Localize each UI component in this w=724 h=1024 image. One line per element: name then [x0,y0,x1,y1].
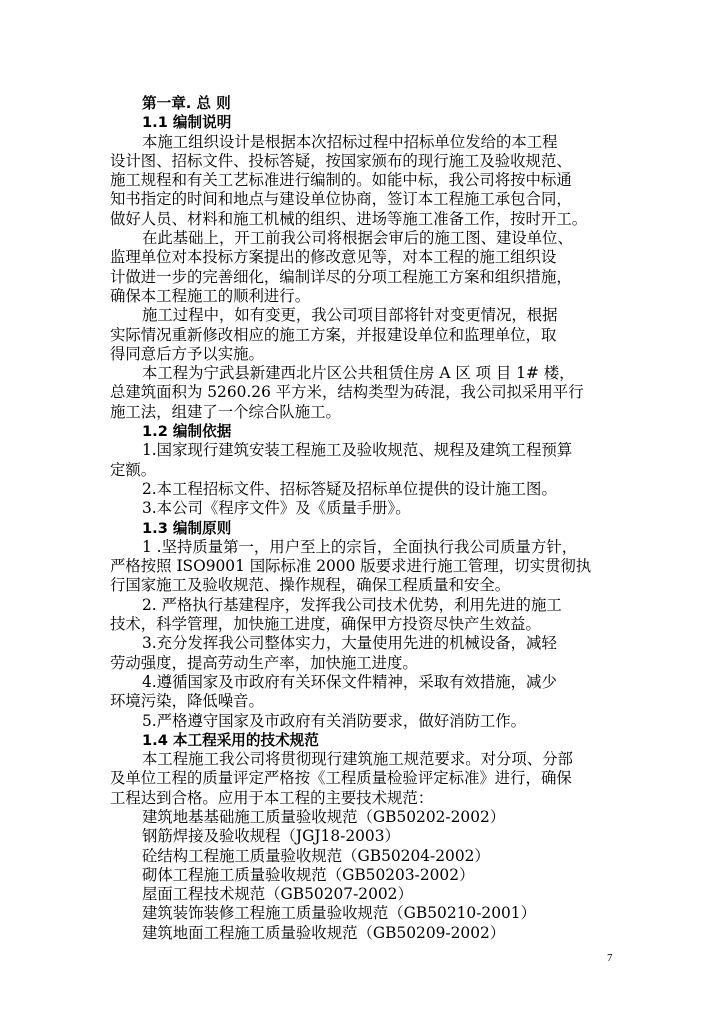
text-line: 得同意后方予以实施。 [110,344,264,363]
text-line: 实际情况重新修改相应的施工方案，并报建设单位和监理单位，取 [110,325,557,344]
text-line: 本施工组织设计是根据本次招标过程中招标单位发给的本工程 [142,132,558,151]
text-line: 监理单位对本投标方案提出的修改意见等，对本工程的施工组织设 [110,248,557,267]
spec-item: 砼结构工程施工质量验收规范（GB50204-2002） [142,846,490,865]
section-heading: 1.4 本工程采用的技术规范 [142,731,319,749]
text-line: 2. 严格执行基建程序，发挥我公司技术优势，利用先进的施工 [142,595,562,614]
chapter-title: 第一章. 总 则 [142,95,231,112]
text-line: 计做进一步的完善细化，编制详尽的分项工程施工方案和组织措施， [110,267,572,286]
spec-item: 建筑地面工程施工质量验收规范（GB50209-2002） [142,923,506,942]
text-line: 劳动强度，提高劳动生产率，加快施工进度。 [110,653,418,672]
spec-item: 屋面工程技术规范（GB50207-2002） [142,885,413,904]
text-line: 定额。 [110,460,157,479]
text-line: 本工程为宁武县新建西北片区公共租赁住房 A 区 项 目 1# 楼， [142,364,575,383]
text-line: 本工程施工我公司将贯彻现行建筑施工规范要求。对分项、分部 [142,750,573,769]
spec-item: 建筑装饰装修工程施工质量验收规范（GB50210-2001） [142,904,536,923]
text-line: 5.严格遵守国家及市政府有关消防要求，做好消防工作。 [142,711,527,730]
spec-item: 钢筋焊接及验收规程（JGJ18-2003） [142,827,400,846]
text-line: 3.充分发挥我公司整体实力，大量使用先进的机械设备，减轻 [142,634,557,653]
text-line: 技术，科学管理，加快施工进度，确保甲方投资尽快产生效益。 [110,615,541,634]
text-line: 1.国家现行建筑安装工程施工及验收规范、规程及建筑工程预算 [142,441,573,460]
document-body [110,94,630,943]
text-line: 施工过程中，如有变更，我公司项目部将针对变更情况，根据 [142,306,558,325]
page-number: 7 [607,952,613,964]
text-line: 做好人员、材料和施工机械的组织、进场等施工准备工作，按时开工。 [110,209,588,228]
spec-item: 建筑地基基础施工质量验收规范（GB50202-2002） [142,807,506,826]
text-line: 在此基础上，开工前我公司将根据会审后的施工图、建设单位、 [142,229,573,248]
section-heading: 1.1 编制说明 [142,114,232,132]
text-line: 及单位工程的质量评定严格按《工程质量检验评定标准》进行，确保 [110,769,572,788]
text-line: 1 .坚持质量第一，用户至上的宗旨，全面执行我公司质量方针， [142,537,578,556]
text-line: 2.本工程招标文件、招标答疑及招标单位提供的设计施工图。 [142,479,557,498]
text-line: 行国家施工及验收规范、操作规程，确保工程质量和安全。 [110,576,511,595]
text-line: 施工法，组建了一个综合队施工。 [110,402,341,421]
text-line: 设计图、招标文件、投标答疑，按国家颁布的现行施工及验收规范、 [110,151,572,170]
section-heading: 1.2 编制依据 [142,423,232,441]
text-line: 总建筑面积为 5260.26 平方米，结构类型为砖混，我公司拟采用平行 [110,383,584,402]
text-line: 严格按照 ISO9001 国际标准 2000 版要求进行施工管理，切实贯彻执 [110,557,592,576]
text-line: 环境污染，降低噪音。 [110,692,264,711]
text-line: 知书指定的时间和地点与建设单位协商，签订本工程施工承包合同， [110,190,572,209]
text-line: 确保本工程施工的顺利进行。 [110,286,311,305]
text-line: 4.遵循国家及市政府有关环保文件精神，采取有效措施，减少 [142,672,557,691]
text-line: 施工规程和有关工艺标准进行编制的。如能中标，我公司将按中标通 [110,171,572,190]
spec-item: 砌体工程施工质量验收规范（GB50203-2002） [142,865,475,884]
text-line: 工程达到合格。应用于本工程的主要技术规范： [110,788,434,807]
section-heading: 1.3 编制原则 [142,519,232,537]
text-line: 3.本公司《程序文件》及《质量手册》。 [142,499,411,518]
